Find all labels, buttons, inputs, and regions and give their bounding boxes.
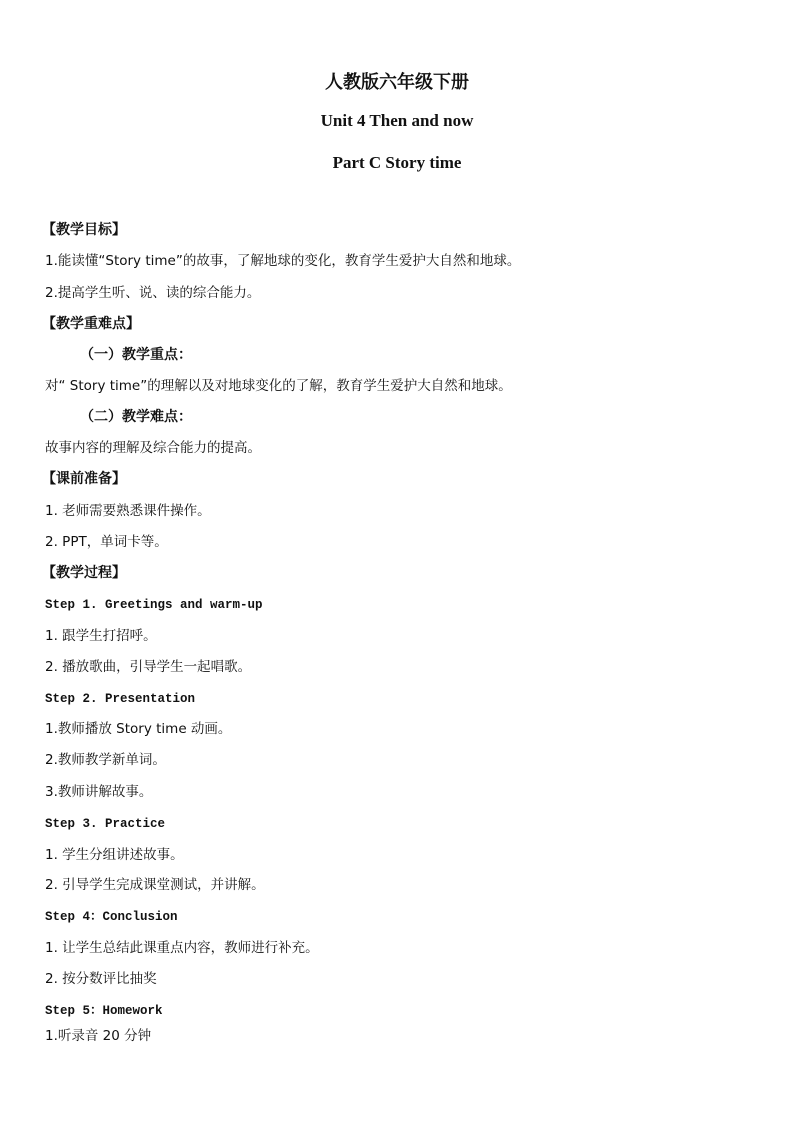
step-2-heading: Step 2. Presentation (45, 692, 196, 706)
unit-title: Unit 4 Then and now (320, 111, 474, 130)
step-5-item-1: 1.听录音 20 分钟 (45, 1028, 152, 1044)
part-title: Part C Story time (332, 153, 462, 172)
step-1-item-2: 2. 播放歌曲，引导学生一起唱歌。 (45, 659, 252, 675)
key-points-subheading: （一）教学重点： (80, 347, 192, 363)
key-points-text: 对“ Story time”的理解以及对地球变化的了解，教育学生爱护大自然和地球。 (45, 378, 512, 394)
step-3-heading: Step 3. Practice (45, 817, 166, 831)
key-points-heading: 【教学重难点】 (42, 316, 140, 332)
doc-title: 人教版六年级下册 (325, 72, 469, 93)
step-2-item-1: 1.教师播放 Story time 动画。 (45, 721, 232, 737)
step-4-item-1: 1. 让学生总结此课重点内容，教师进行补充。 (45, 940, 319, 956)
step-4-item-2: 2. 按分数评比抽奖 (45, 971, 157, 987)
difficult-points-text: 故事内容的理解及综合能力的提高。 (45, 440, 261, 456)
step-1-heading: Step 1. Greetings and warm-up (45, 598, 263, 612)
preparation-item-1: 1. 老师需要熟悉课件操作。 (45, 503, 211, 519)
process-heading: 【教学过程】 (42, 565, 126, 581)
step-3-item-2: 2. 引导学生完成课堂测试，并讲解。 (45, 877, 265, 893)
step-2-item-2: 2.教师教学新单词。 (45, 752, 166, 768)
difficult-points-subheading: （二）教学难点： (80, 409, 192, 425)
goals-heading: 【教学目标】 (42, 222, 126, 238)
preparation-heading: 【课前准备】 (42, 471, 126, 487)
step-4-heading: Step 4：Conclusion (45, 910, 178, 924)
step-1-item-1: 1. 跟学生打招呼。 (45, 628, 157, 644)
step-5-heading: Step 5：Homework (45, 1004, 163, 1018)
preparation-item-2: 2. PPT，单词卡等。 (45, 534, 168, 550)
step-3-item-1: 1. 学生分组讲述故事。 (45, 847, 184, 863)
goal-item-1: 1.能读懂“Story time”的故事，了解地球的变化，教育学生爱护大自然和地球。 (45, 253, 521, 269)
goal-item-2: 2.提高学生听、说、读的综合能力。 (45, 285, 261, 301)
step-2-item-3: 3.教师讲解故事。 (45, 784, 153, 800)
